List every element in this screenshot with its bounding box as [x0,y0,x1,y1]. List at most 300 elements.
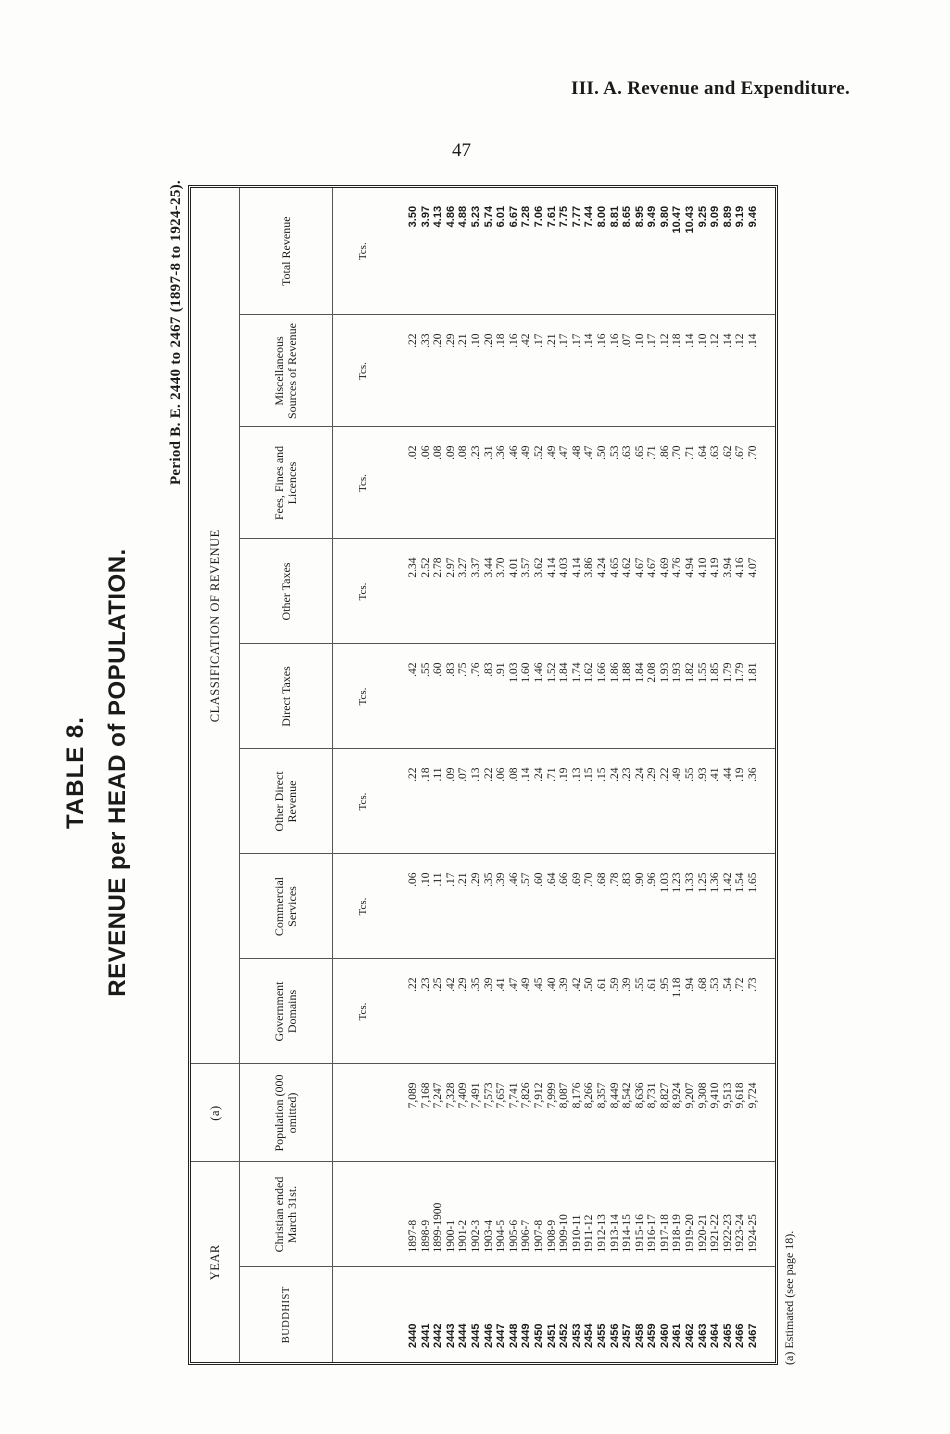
table-cell: 2466 [734,1323,747,1348]
table-cell: 4.67 [633,557,646,578]
table-cell: 1914-15 [621,1214,634,1253]
table-cell: 1.65 [747,872,760,893]
table-cell: 2442 [432,1323,445,1348]
table-cell: 4.19 [709,557,722,578]
table-cell: .21 [457,872,470,887]
table-cell: 1.85 [709,662,722,683]
table-cell: 7,168 [419,1082,432,1109]
unit-label: Tcs. [333,539,394,644]
table-cell: 1916-17 [646,1214,659,1253]
population-column [393,1064,775,1162]
table-cell: 3.70 [495,557,508,578]
table-cell: 4.69 [658,557,671,578]
table-cell: .93 [696,767,709,782]
table-cell: .63 [709,445,722,460]
table-cell: 9,410 [709,1082,722,1109]
table-cell: .44 [721,767,734,782]
table-cell: .24 [532,767,545,782]
table-cell: .15 [583,767,596,782]
table-cell: .29 [469,872,482,887]
table-cell: 1.88 [621,662,634,683]
table-cell: 1905-6 [507,1219,520,1253]
table-cell: 7.44 [583,205,596,228]
table-cell: .60 [532,872,545,887]
table-cell: .23 [419,977,432,992]
unit-label: Tcs. [333,315,394,427]
table-cell: .50 [583,977,596,992]
table-cell: 2458 [633,1323,646,1348]
table-cell: 2448 [507,1323,520,1348]
table-cell: 3.86 [583,557,596,578]
col-population: Population (000 omitted) [240,1064,333,1162]
table-cell: .45 [532,977,545,992]
table-cell: 8.81 [608,205,621,228]
table-cell: 4.01 [507,557,520,578]
table-cell: 1917-18 [658,1214,671,1253]
table-cell: 1904-5 [495,1219,508,1253]
table-cell: .53 [709,977,722,992]
table-cell: .17 [444,872,457,887]
table-cell: .08 [432,445,445,460]
table-cell: .17 [558,333,571,348]
table-cell: .61 [595,977,608,992]
section-header: III. A. Revenue and Expenditure. [571,78,850,99]
table-cell: 2457 [621,1323,634,1348]
table-cell: 1.42 [721,872,734,893]
table-cell: 2451 [545,1323,558,1348]
table-cell: .49 [520,977,533,992]
table-cell: 9.49 [646,205,659,228]
table-cell: 1899-1900 [432,1202,445,1253]
table-cell: .22 [407,977,419,992]
table-cell: 1921-22 [709,1214,722,1253]
table-cell: 9,513 [721,1082,734,1109]
table-cell: 2464 [709,1323,722,1348]
table-cell: 1.25 [696,872,709,893]
table-cell: .71 [684,445,697,460]
revenue-table [188,185,778,1365]
table-cell: 2455 [595,1323,608,1348]
table-cell: 4.88 [457,205,470,228]
table-cell: 8,542 [621,1082,634,1109]
table-cell: .96 [646,872,659,887]
table-cell: 7.61 [545,205,558,228]
population-note: (a) [191,1064,240,1162]
table-cell: .07 [621,333,634,348]
table-cell: 1.62 [583,662,596,683]
table-cell: .41 [709,767,722,782]
table-cell: 2.52 [419,557,432,578]
table-cell: .20 [432,333,445,348]
table-cell: .06 [419,445,432,460]
table-cell: .18 [495,333,508,348]
col-gov-domains: Government Domains [240,959,333,1064]
table-cell: 1924-25 [747,1214,760,1253]
table-cell: 10.47 [671,205,684,234]
table-cell: 1902-3 [469,1219,482,1253]
table-cell: 4.86 [444,205,457,228]
table-cell: 4.14 [570,557,583,578]
table-cell: 1.03 [658,872,671,893]
table-cell: .29 [444,333,457,348]
table-cell: 4.62 [621,557,634,578]
table-cell: .90 [633,872,646,887]
table-cell: .17 [646,333,659,348]
table-cell: .31 [482,445,495,460]
table-cell: .19 [558,767,571,782]
table-cell: 7,912 [532,1082,545,1109]
table-cell: .18 [671,333,684,348]
table-cell: 10.43 [684,205,697,234]
table-cell: .83 [482,662,495,677]
table-cell: .39 [495,872,508,887]
table-cell: .21 [457,333,470,348]
col-christian: Christian ended March 31st. [240,1162,333,1267]
table-cell: .10 [419,872,432,887]
table-cell: 9.19 [734,205,747,228]
table-cell: .50 [595,445,608,460]
table-cell: 3.94 [721,557,734,578]
table-cell: 2440 [407,1323,419,1348]
table-cell: 2456 [608,1323,621,1348]
table-label: TABLE 8. [62,716,89,829]
table-cell: 9,308 [696,1082,709,1109]
table-cell: 9.46 [747,205,760,228]
table-cell: 1915-16 [633,1214,646,1253]
table-cell: 1.54 [734,872,747,893]
table-cell: 1.74 [570,662,583,683]
table-cell: 1906-7 [520,1219,533,1253]
table-cell: 1.86 [608,662,621,683]
table-cell: .06 [407,872,419,887]
table-cell: .67 [734,445,747,460]
table-cell: .78 [608,872,621,887]
table-cell: 1.84 [558,662,571,683]
table-cell: 7.28 [520,205,533,228]
table-cell: .49 [671,767,684,782]
table-cell: 2.78 [432,557,445,578]
table-cell: 6.01 [495,205,508,228]
table-cell: 9,207 [684,1082,697,1109]
table-cell: .29 [457,977,470,992]
table-title: REVENUE per HEAD of POPULATION. [104,548,131,997]
table-cell: .49 [545,445,558,460]
table-cell: .42 [570,977,583,992]
direct-taxes-column [393,644,775,749]
table-cell: 1.36 [709,872,722,893]
table-cell: .09 [444,767,457,782]
table-cell: 5.74 [482,205,495,228]
table-cell: .17 [570,333,583,348]
total-column [393,188,775,315]
unit-label: Tcs. [333,644,394,749]
table-cell: 7,491 [469,1082,482,1109]
table-cell: 7,328 [444,1082,457,1109]
table-cell: .83 [621,872,634,887]
table-cell: 4.14 [545,557,558,578]
table-cell: 2452 [558,1323,571,1348]
table-cell: 1898-9 [419,1219,432,1253]
table-cell: 7,247 [432,1082,445,1109]
table-cell: .95 [658,977,671,992]
table-cell: 2459 [646,1323,659,1348]
table-cell: 2447 [495,1323,508,1348]
table-cell: .14 [721,333,734,348]
table-cell: 1922-23 [721,1214,734,1253]
table-cell: .64 [545,872,558,887]
table-cell: .86 [658,445,671,460]
table-cell: 7,657 [495,1082,508,1109]
table-cell: 1.23 [671,872,684,893]
table-cell: 8,087 [558,1082,571,1109]
table-cell: 1913-14 [608,1214,621,1253]
table-cell: .14 [747,333,760,348]
table-cell: .59 [608,977,621,992]
table-cell: .33 [419,333,432,348]
classification-group-header: CLASSIFICATION OF REVENUE [191,188,240,1064]
table-cell: .39 [558,977,571,992]
table-cell: 2454 [583,1323,596,1348]
table-cell: .14 [520,767,533,782]
table-cell: .65 [633,445,646,460]
table-cell: .12 [709,333,722,348]
table-cell: 2444 [457,1323,470,1348]
col-commercial: Commercial Services [240,854,333,959]
period-subtitle: Period B. E. 2440 to 2467 (1897-8 to 1924-25). [168,180,184,486]
table-cell: .14 [684,333,697,348]
table-cell: 7,741 [507,1082,520,1109]
unit-label: Tcs. [333,959,394,1064]
table-cell: .75 [457,662,470,677]
col-other-taxes: Other Taxes [240,539,333,644]
table-cell: .39 [621,977,634,992]
table-cell: .54 [721,977,734,992]
table-cell: 1923-24 [734,1214,747,1253]
table-cell: 7.77 [570,205,583,228]
table-cell: .55 [419,662,432,677]
table-cell: 1.84 [633,662,646,683]
table-cell: .14 [583,333,596,348]
col-direct-taxes: Direct Taxes [240,644,333,749]
table-cell: 1.33 [684,872,697,893]
table-cell: .12 [658,333,671,348]
table-cell: .53 [608,445,621,460]
unit-label: Tcs. [333,188,394,315]
table-cell: 4.07 [747,557,760,578]
table-cell: 1903-4 [482,1219,495,1253]
table-cell: 2441 [419,1323,432,1348]
table-cell: 1.03 [507,662,520,683]
table-cell: 7.75 [558,205,571,228]
table-cell: .70 [583,872,596,887]
table-cell: .49 [520,445,533,460]
other-taxes-column [393,539,775,644]
table-cell: .76 [469,662,482,677]
table-cell: 3.27 [457,557,470,578]
table-cell: .70 [747,445,760,460]
table-cell: 3.97 [419,205,432,228]
rotated-table-block [60,180,800,1365]
table-cell: .02 [407,445,419,460]
table-cell: .83 [444,662,457,677]
table-cell: .69 [570,872,583,887]
table-cell: 2462 [684,1323,697,1348]
table-cell: .17 [532,333,545,348]
table-cell: 1.60 [520,662,533,683]
table-cell: 1.81 [747,662,760,683]
table-cell: .52 [532,445,545,460]
table-cell: 2.34 [407,557,419,578]
table-cell: 2465 [721,1323,734,1348]
table-cell: 8,731 [646,1082,659,1109]
col-total: Total Revenue [240,188,333,315]
table-cell: .24 [608,767,621,782]
table-cell: 9,618 [734,1082,747,1109]
table-cell: 2461 [671,1323,684,1348]
table-cell: .15 [595,767,608,782]
table-cell: .24 [633,767,646,782]
table-cell: .35 [469,977,482,992]
table-cell: .11 [432,872,445,887]
commercial-column [393,854,775,959]
table-cell: .10 [469,333,482,348]
table-cell: .68 [595,872,608,887]
table-cell: .63 [621,445,634,460]
table-cell: 3.62 [532,557,545,578]
table-cell: 4.67 [646,557,659,578]
table-cell: 1901-2 [457,1219,470,1253]
page-number: 47 [452,140,471,161]
table-cell: .16 [608,333,621,348]
table-cell: .61 [646,977,659,992]
table-cell: .64 [696,445,709,460]
unit-label: Tcs. [333,427,394,539]
table-cell: 2443 [444,1323,457,1348]
table-cell: .57 [520,872,533,887]
table-cell: 3.37 [469,557,482,578]
table-cell: .19 [734,767,747,782]
christian-year-column [393,1162,775,1267]
table-cell: 8,266 [583,1082,596,1109]
table-cell: 4.24 [595,557,608,578]
table-cell: .07 [457,767,470,782]
year-group-header: YEAR [191,1162,240,1362]
table-cell: 1919-20 [684,1214,697,1253]
table-cell: .94 [684,977,697,992]
table-cell: .20 [482,333,495,348]
table-cell: 2.97 [444,557,457,578]
fees-column [393,427,775,539]
table-cell: .62 [721,445,734,460]
table-cell: 1.18 [671,977,684,998]
table-cell: 1900-1 [444,1219,457,1253]
table-cell: 3.57 [520,557,533,578]
table-cell: .42 [407,662,419,677]
table-cell: .16 [595,333,608,348]
table-cell: .47 [583,445,596,460]
table-cell: .10 [696,333,709,348]
table-cell: .06 [495,767,508,782]
table-cell: .66 [558,872,571,887]
table-cell: 2446 [482,1323,495,1348]
table-cell: .42 [520,333,533,348]
table-cell: 1.46 [532,662,545,683]
table-cell: 1.66 [595,662,608,683]
table-cell: .08 [457,445,470,460]
other-direct-column [393,749,775,854]
table-cell: 8.95 [633,205,646,228]
footnote: (a) Estimated (see page 18). [782,1230,796,1365]
table-cell: .55 [684,767,697,782]
table-cell: 4.76 [671,557,684,578]
table-cell: 1918-19 [671,1214,684,1253]
table-cell: 7,089 [407,1082,419,1109]
table-cell: 4.16 [734,557,747,578]
table-cell: .46 [507,872,520,887]
table-cell: 3.44 [482,557,495,578]
table-cell: 2463 [696,1323,709,1348]
table-cell: 7,409 [457,1082,470,1109]
table-cell: .16 [507,333,520,348]
table-cell: .35 [482,872,495,887]
table-cell: 8.00 [595,205,608,228]
table-cell: .12 [734,333,747,348]
table-cell: 1.82 [684,662,697,683]
table-cell: 7,826 [520,1082,533,1109]
table-cell: 4.94 [684,557,697,578]
table-cell: .47 [558,445,571,460]
table-cell: .18 [419,767,432,782]
table-cell: .22 [407,333,419,348]
table-cell: .36 [747,767,760,782]
table-cell: .42 [444,977,457,992]
table-cell: .22 [482,767,495,782]
col-buddhist: BUDDHIST [240,1267,333,1362]
table-cell: .46 [507,445,520,460]
table-cell: .13 [570,767,583,782]
table-cell: 1.52 [545,662,558,683]
table-cell: 7,573 [482,1082,495,1109]
table-cell: 1.93 [671,662,684,683]
table-cell: 2460 [658,1323,671,1348]
unit-label: Tcs. [333,749,394,854]
table-cell: .22 [658,767,671,782]
table-cell: .29 [646,767,659,782]
table-cell: 2449 [520,1323,533,1348]
unit-label: Tcs. [333,854,394,959]
table-cell: 2450 [532,1323,545,1348]
table-cell: 9.09 [709,205,722,228]
table-cell: 1897-8 [407,1219,419,1253]
col-misc: Miscellaneous Sources of Revenue [240,315,333,427]
table-cell: 1907-8 [532,1219,545,1253]
table-cell: .73 [747,977,760,992]
table-cell: 1911-12 [583,1214,596,1253]
table-cell: 1912-13 [595,1214,608,1253]
table-cell: 1920-21 [696,1214,709,1253]
table-cell: 2453 [570,1323,583,1348]
gov-domains-column [393,959,775,1064]
table-cell: .21 [545,333,558,348]
table-cell: .25 [432,977,445,992]
table-cell: 5.23 [469,205,482,228]
table-cell: .60 [432,662,445,677]
table-cell: 9.80 [658,205,671,228]
table-cell: .22 [407,767,419,782]
table-cell: 2.08 [646,662,659,683]
table-cell: 8,176 [570,1082,583,1109]
table-cell: 1.93 [658,662,671,683]
